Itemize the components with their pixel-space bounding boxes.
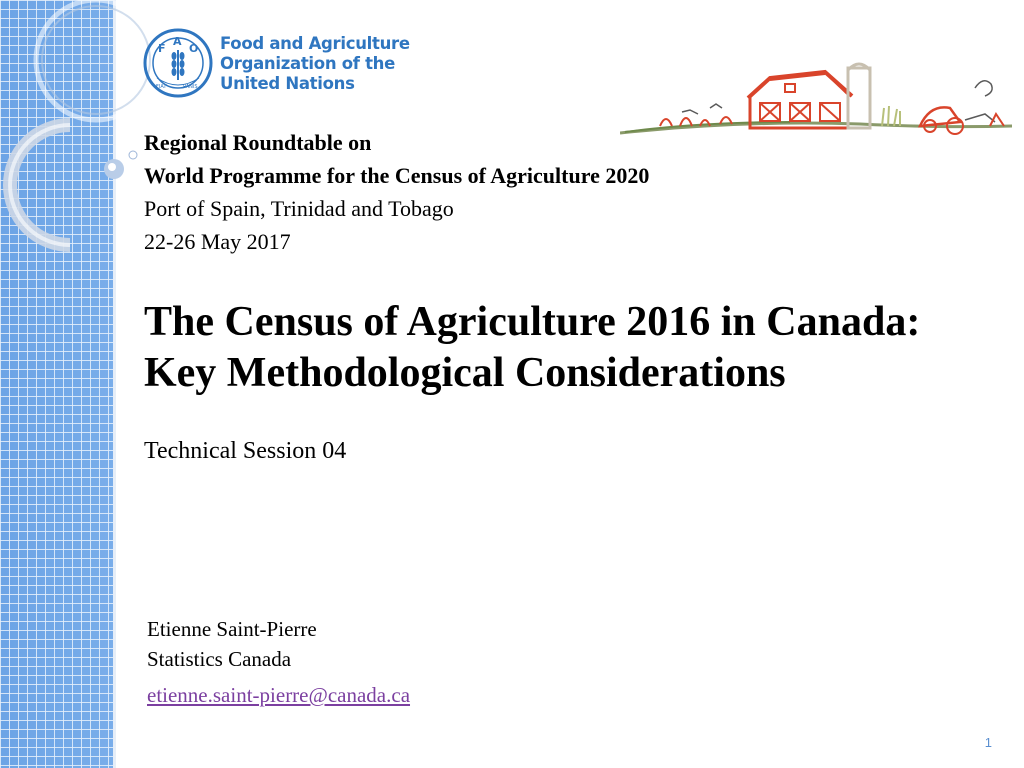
author-email-link[interactable]: etienne.saint-pierre@canada.ca [147, 683, 411, 707]
fao-name-line-2: Organization of the [220, 54, 396, 73]
slide-title [144, 297, 1004, 399]
slide-title-line-1: The Census of Agriculture 2016 in Canada: [144, 299, 921, 345]
fao-emblem-icon [143, 28, 213, 98]
author-organization: Statistics Canada [147, 647, 292, 671]
event-line-1: Regional Roundtable on [144, 130, 372, 155]
svg-text:FIAT: FIAT [156, 84, 167, 90]
page-number: 1 [984, 735, 992, 750]
svg-text:A: A [173, 35, 182, 48]
event-info [144, 126, 649, 258]
session-label: Technical Session 04 [144, 438, 347, 464]
svg-text:PANIS: PANIS [183, 84, 198, 90]
event-line-2: World Programme for the Census of Agriculture 2020 [144, 163, 650, 188]
event-location: Port of Spain, Trinidad and Tobago [144, 196, 454, 221]
author-block [147, 614, 410, 710]
slide-title-line-2: Key Methodological Considerations [144, 350, 786, 396]
author-name: Etienne Saint-Pierre [147, 617, 317, 641]
event-dates: 22-26 May 2017 [144, 229, 291, 254]
fao-org-name [220, 34, 420, 94]
farm-illustration-icon [620, 58, 1012, 140]
svg-text:F: F [158, 42, 166, 55]
svg-text:O: O [189, 42, 199, 55]
fao-name-line-3: United Nations [220, 74, 355, 93]
fao-name-line-1: Food and Agriculture [220, 34, 410, 53]
